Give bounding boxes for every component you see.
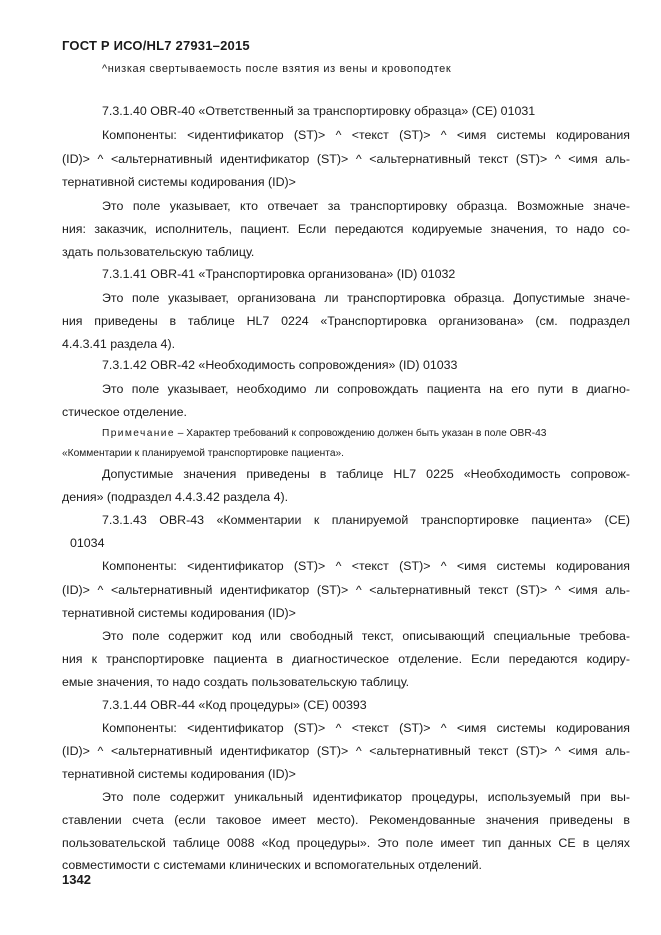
text-line: Компоненты: <идентификатор (ST)> ^ <текст (ST)> ^ <имя системы кодирования bbox=[102, 721, 630, 735]
section-heading-obr40: 7.3.1.40 OBR-40 «Ответственный за транспортировку образца» (CE) 01031 bbox=[102, 104, 536, 118]
text-line: тернативной системы кодирования (ID)> bbox=[62, 767, 296, 781]
section-heading-obr41: 7.3.1.41 OBR-41 «Транспортировка организована» (ID) 01032 bbox=[102, 267, 456, 281]
header-subline: ^низкая свертываемость после взятия из вены и кровоподтек bbox=[102, 63, 452, 75]
text-line: тернативной системы кодирования (ID)> bbox=[62, 175, 296, 189]
text-line: Компоненты: <идентификатор (ST)> ^ <текст (ST)> ^ <имя системы кодирования bbox=[102, 559, 630, 573]
text-line: Допустимые значения приведены в таблице HL7 0225 «Необходимость сопровож- bbox=[102, 467, 630, 481]
note-label: Примечание bbox=[102, 428, 175, 439]
text-line: Это поле указывает, кто отвечает за транспортировку образца. Возможные значе- bbox=[102, 199, 630, 213]
text-line: Это поле содержит уникальный идентификатор процедуры, используемый при вы- bbox=[102, 790, 630, 804]
text-line: емые значения, то надо создать пользовательскую таблицу. bbox=[62, 675, 410, 689]
text-line: стическое отделение. bbox=[62, 405, 187, 419]
text-line: Это поле указывает, необходимо ли сопровождать пациента на его пути в диагно- bbox=[102, 382, 630, 396]
text-line: ния приведены в таблице HL7 0224 «Транспортировка организована» (см. подраздел bbox=[62, 314, 630, 328]
document-header: ГОСТ Р ИСО/HL7 27931–2015 bbox=[62, 38, 250, 53]
text-line: Это поле содержит код или свободный текст, описывающий специальные требова- bbox=[102, 629, 630, 643]
text-line: совместимости с системами клинических и вспомогательных отделений. bbox=[62, 858, 482, 872]
section-heading-obr43-cont: 01034 bbox=[70, 536, 105, 550]
text-line: ставлении счета (если таковое имеет место). Рекомендованные значения приведены в bbox=[62, 813, 630, 827]
text-line: (ID)> ^ <альтернативный идентификатор (ST)> ^ <альтернативный текст (ST)> ^ <имя аль- bbox=[62, 152, 630, 166]
text-line: 4.4.3.41 раздела 4). bbox=[62, 337, 176, 351]
text-line: дения» (подраздел 4.4.3.42 раздела 4). bbox=[62, 490, 289, 504]
section-heading-obr43: 7.3.1.43 OBR-43 «Комментарии к планируемой транспортировке пациента» (CE) bbox=[102, 513, 630, 527]
note-line bbox=[102, 426, 630, 442]
text-line: ния: заказчик, исполнитель, пациент. Если передаются кодируемые значения, то надо со- bbox=[62, 222, 630, 236]
text-line: тернативной системы кодирования (ID)> bbox=[62, 606, 296, 620]
page-number: 1342 bbox=[62, 872, 91, 887]
section-heading-obr42: 7.3.1.42 OBR-42 «Необходимость сопровождения» (ID) 01033 bbox=[102, 358, 458, 372]
text-line: Это поле указывает, организована ли транспортировка образца. Допустимые значе- bbox=[102, 291, 630, 305]
text-line: (ID)> ^ <альтернативный идентификатор (ST)> ^ <альтернативный текст (ST)> ^ <имя аль- bbox=[62, 744, 630, 758]
text-line: (ID)> ^ <альтернативный идентификатор (ST)> ^ <альтернативный текст (ST)> ^ <имя аль- bbox=[62, 583, 630, 597]
text-line: пользовательской таблице 0088 «Код процедуры». Это поле имеет тип данных CE в целях bbox=[62, 836, 630, 850]
note-text: – Характер требований к сопровождению должен быть указан в поле OBR-43 bbox=[174, 428, 547, 439]
text-line: ния к транспортировке пациента в диагностическое отделение. Если передаются кодиру- bbox=[62, 652, 630, 666]
text-line: Компоненты: <идентификатор (ST)> ^ <текст (ST)> ^ <имя системы кодирования bbox=[102, 128, 630, 142]
note-line-cont: «Комментарии к планируемой транспортировке пациента». bbox=[62, 448, 345, 459]
text-line: здать пользовательскую таблицу. bbox=[62, 245, 255, 259]
section-heading-obr44: 7.3.1.44 OBR-44 «Код процедуры» (CE) 00393 bbox=[102, 698, 367, 712]
